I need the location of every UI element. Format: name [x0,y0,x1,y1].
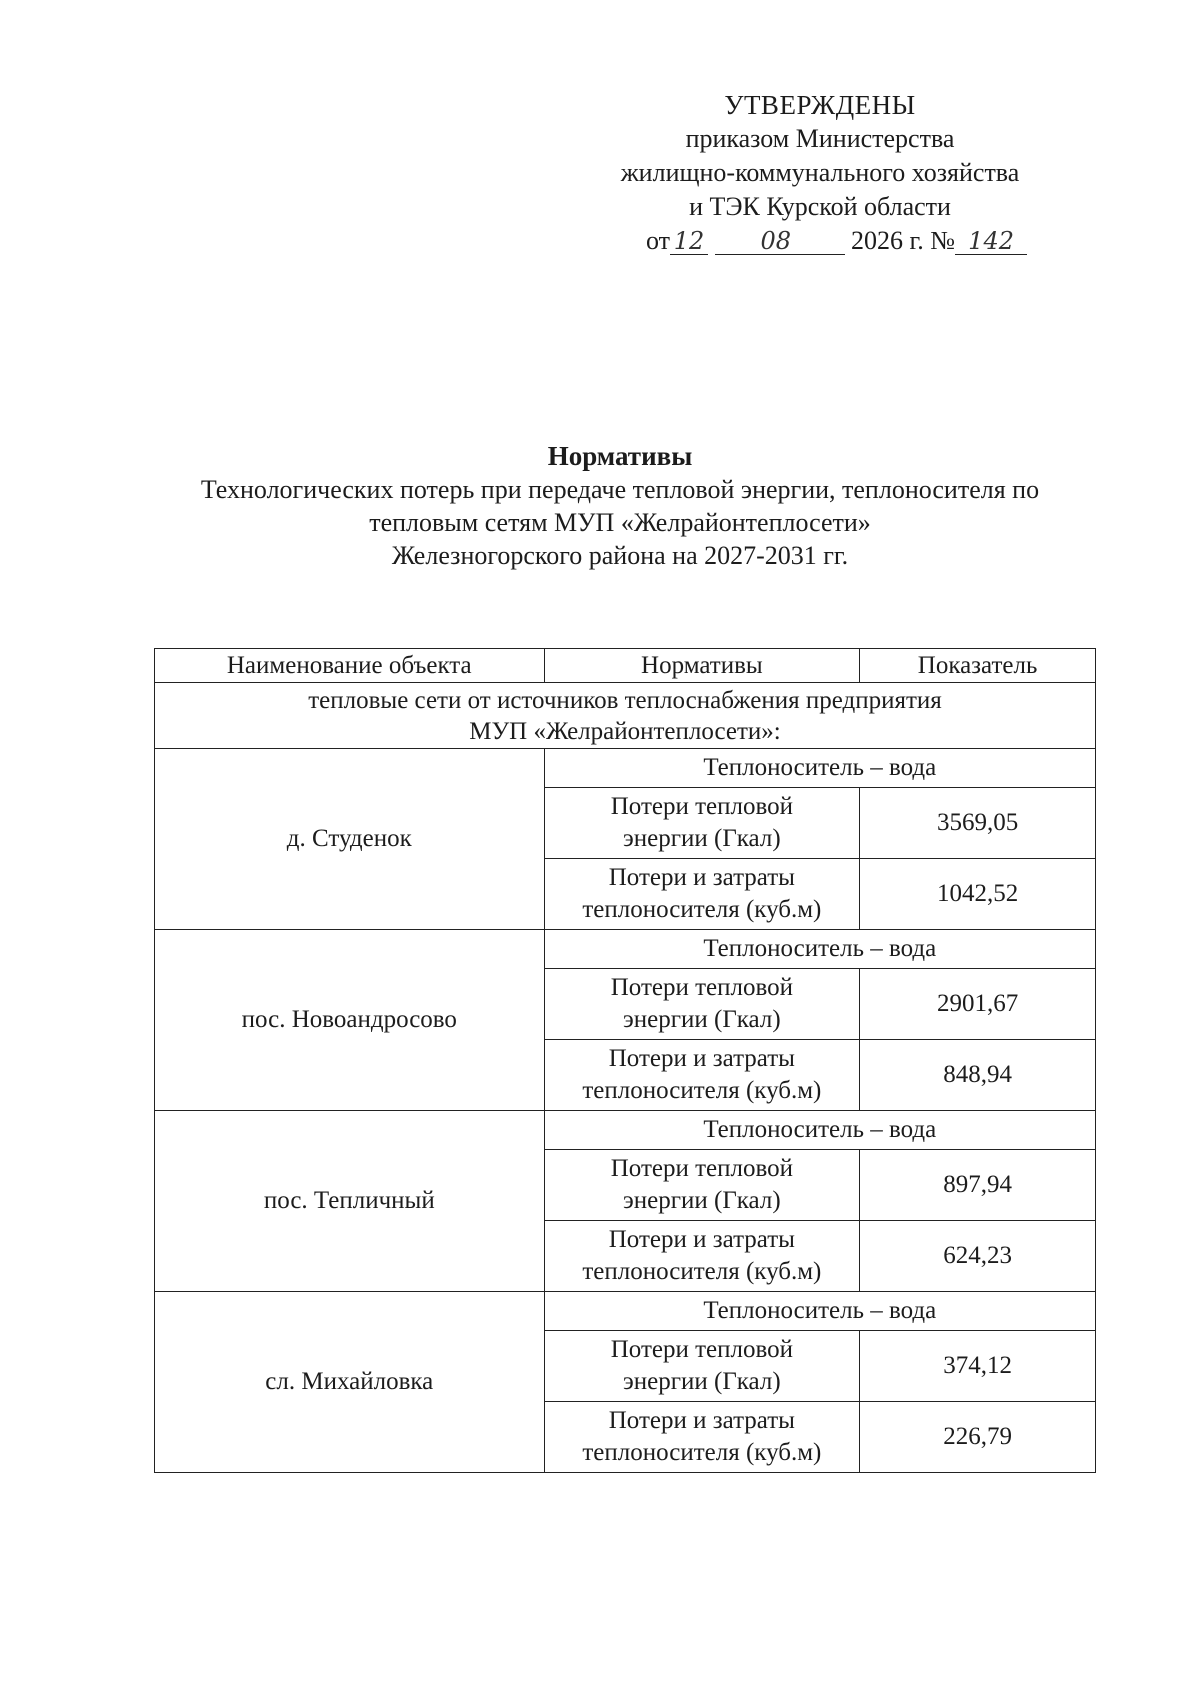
document-subtitle-3: Железногорского района на 2027-2031 гг. [391,541,849,570]
heat-loss-value: 897,94 [860,1150,1096,1221]
document-subtitle-1: Технологических потерь при передаче тепловой энергии, теплоносителя по [200,475,1040,504]
label-line: Потери и затраты [608,1045,795,1072]
heat-loss-label [544,788,860,859]
date-day-handwritten: 12 [670,228,708,255]
water-loss-value: 1042,52 [860,859,1096,930]
heat-loss-value: 3569,05 [860,788,1096,859]
label-line: Потери тепловой [610,793,793,820]
label-line: теплоносителя (куб.м) [582,1439,822,1466]
approval-block [560,88,1080,258]
water-loss-label [544,859,860,930]
document-title: Нормативы [547,441,693,471]
table-row [155,1111,1096,1150]
label-line: Потери и затраты [608,1226,795,1253]
order-number-handwritten: 142 [955,228,1027,255]
label-line: энергии (Гкал) [623,1368,781,1395]
water-loss-label [544,1402,860,1473]
label-line: энергии (Гкал) [623,1006,781,1033]
water-loss-label [544,1221,860,1292]
water-loss-value: 226,79 [860,1402,1096,1473]
heat-loss-label [544,1331,860,1402]
label-line: теплоносителя (куб.м) [582,1258,822,1285]
date-prefix: от [646,226,671,255]
table-row [155,930,1096,969]
norms-table [154,648,1096,1473]
water-loss-label [544,1040,860,1111]
label-line: Потери и затраты [608,1407,795,1434]
water-loss-value: 624,23 [860,1221,1096,1292]
object-name: сл. Михайловка [155,1292,545,1473]
table-row [155,749,1096,788]
label-line: энергии (Гкал) [623,825,781,852]
object-name: пос. Тепличный [155,1111,545,1292]
approval-line-1: приказом Министерства [685,124,955,153]
object-name: д. Студенок [155,749,545,930]
heat-loss-value: 374,12 [860,1331,1096,1402]
label-line: теплоносителя (куб.м) [582,896,822,923]
approval-line-2: жилищно-коммунального хозяйства [620,158,1020,187]
object-name: пос. Новоандросово [155,930,545,1111]
table-intro-line-1: тепловые сети от источников теплоснабжения предприятия [308,686,942,714]
table-header-row [155,649,1096,683]
label-line: Потери тепловой [610,974,793,1001]
date-year-text: 2026 г. № [851,226,956,255]
approval-date-line [560,224,1080,258]
header-indicator: Показатель [860,649,1096,683]
approval-title: УТВЕРЖДЕНЫ [724,90,916,120]
approval-line-3: и ТЭК Курской области [689,192,951,221]
header-object: Наименование объекта [155,649,545,683]
carrier-label: Теплоноситель – вода [544,1111,1095,1150]
document-subtitle-2: тепловым сетям МУП «Желрайонтеплосети» [369,508,871,537]
table-intro-cell [155,683,1096,749]
table-row [155,1292,1096,1331]
heat-loss-value: 2901,67 [860,969,1096,1040]
heat-loss-label [544,969,860,1040]
date-month-handwritten: 08 [715,228,845,255]
label-line: Потери и затраты [608,864,795,891]
carrier-label: Теплоноситель – вода [544,749,1095,788]
water-loss-value: 848,94 [860,1040,1096,1111]
label-line: теплоносителя (куб.м) [582,1077,822,1104]
table-intro-row [155,683,1096,749]
label-line: Потери тепловой [610,1336,793,1363]
table-intro-line-2: МУП «Желрайонтеплосети»: [469,717,781,745]
header-norms: Нормативы [544,649,860,683]
carrier-label: Теплоноситель – вода [544,930,1095,969]
carrier-label: Теплоноситель – вода [544,1292,1095,1331]
document-heading [140,440,1100,572]
heat-loss-label [544,1150,860,1221]
label-line: энергии (Гкал) [623,1187,781,1214]
label-line: Потери тепловой [610,1155,793,1182]
